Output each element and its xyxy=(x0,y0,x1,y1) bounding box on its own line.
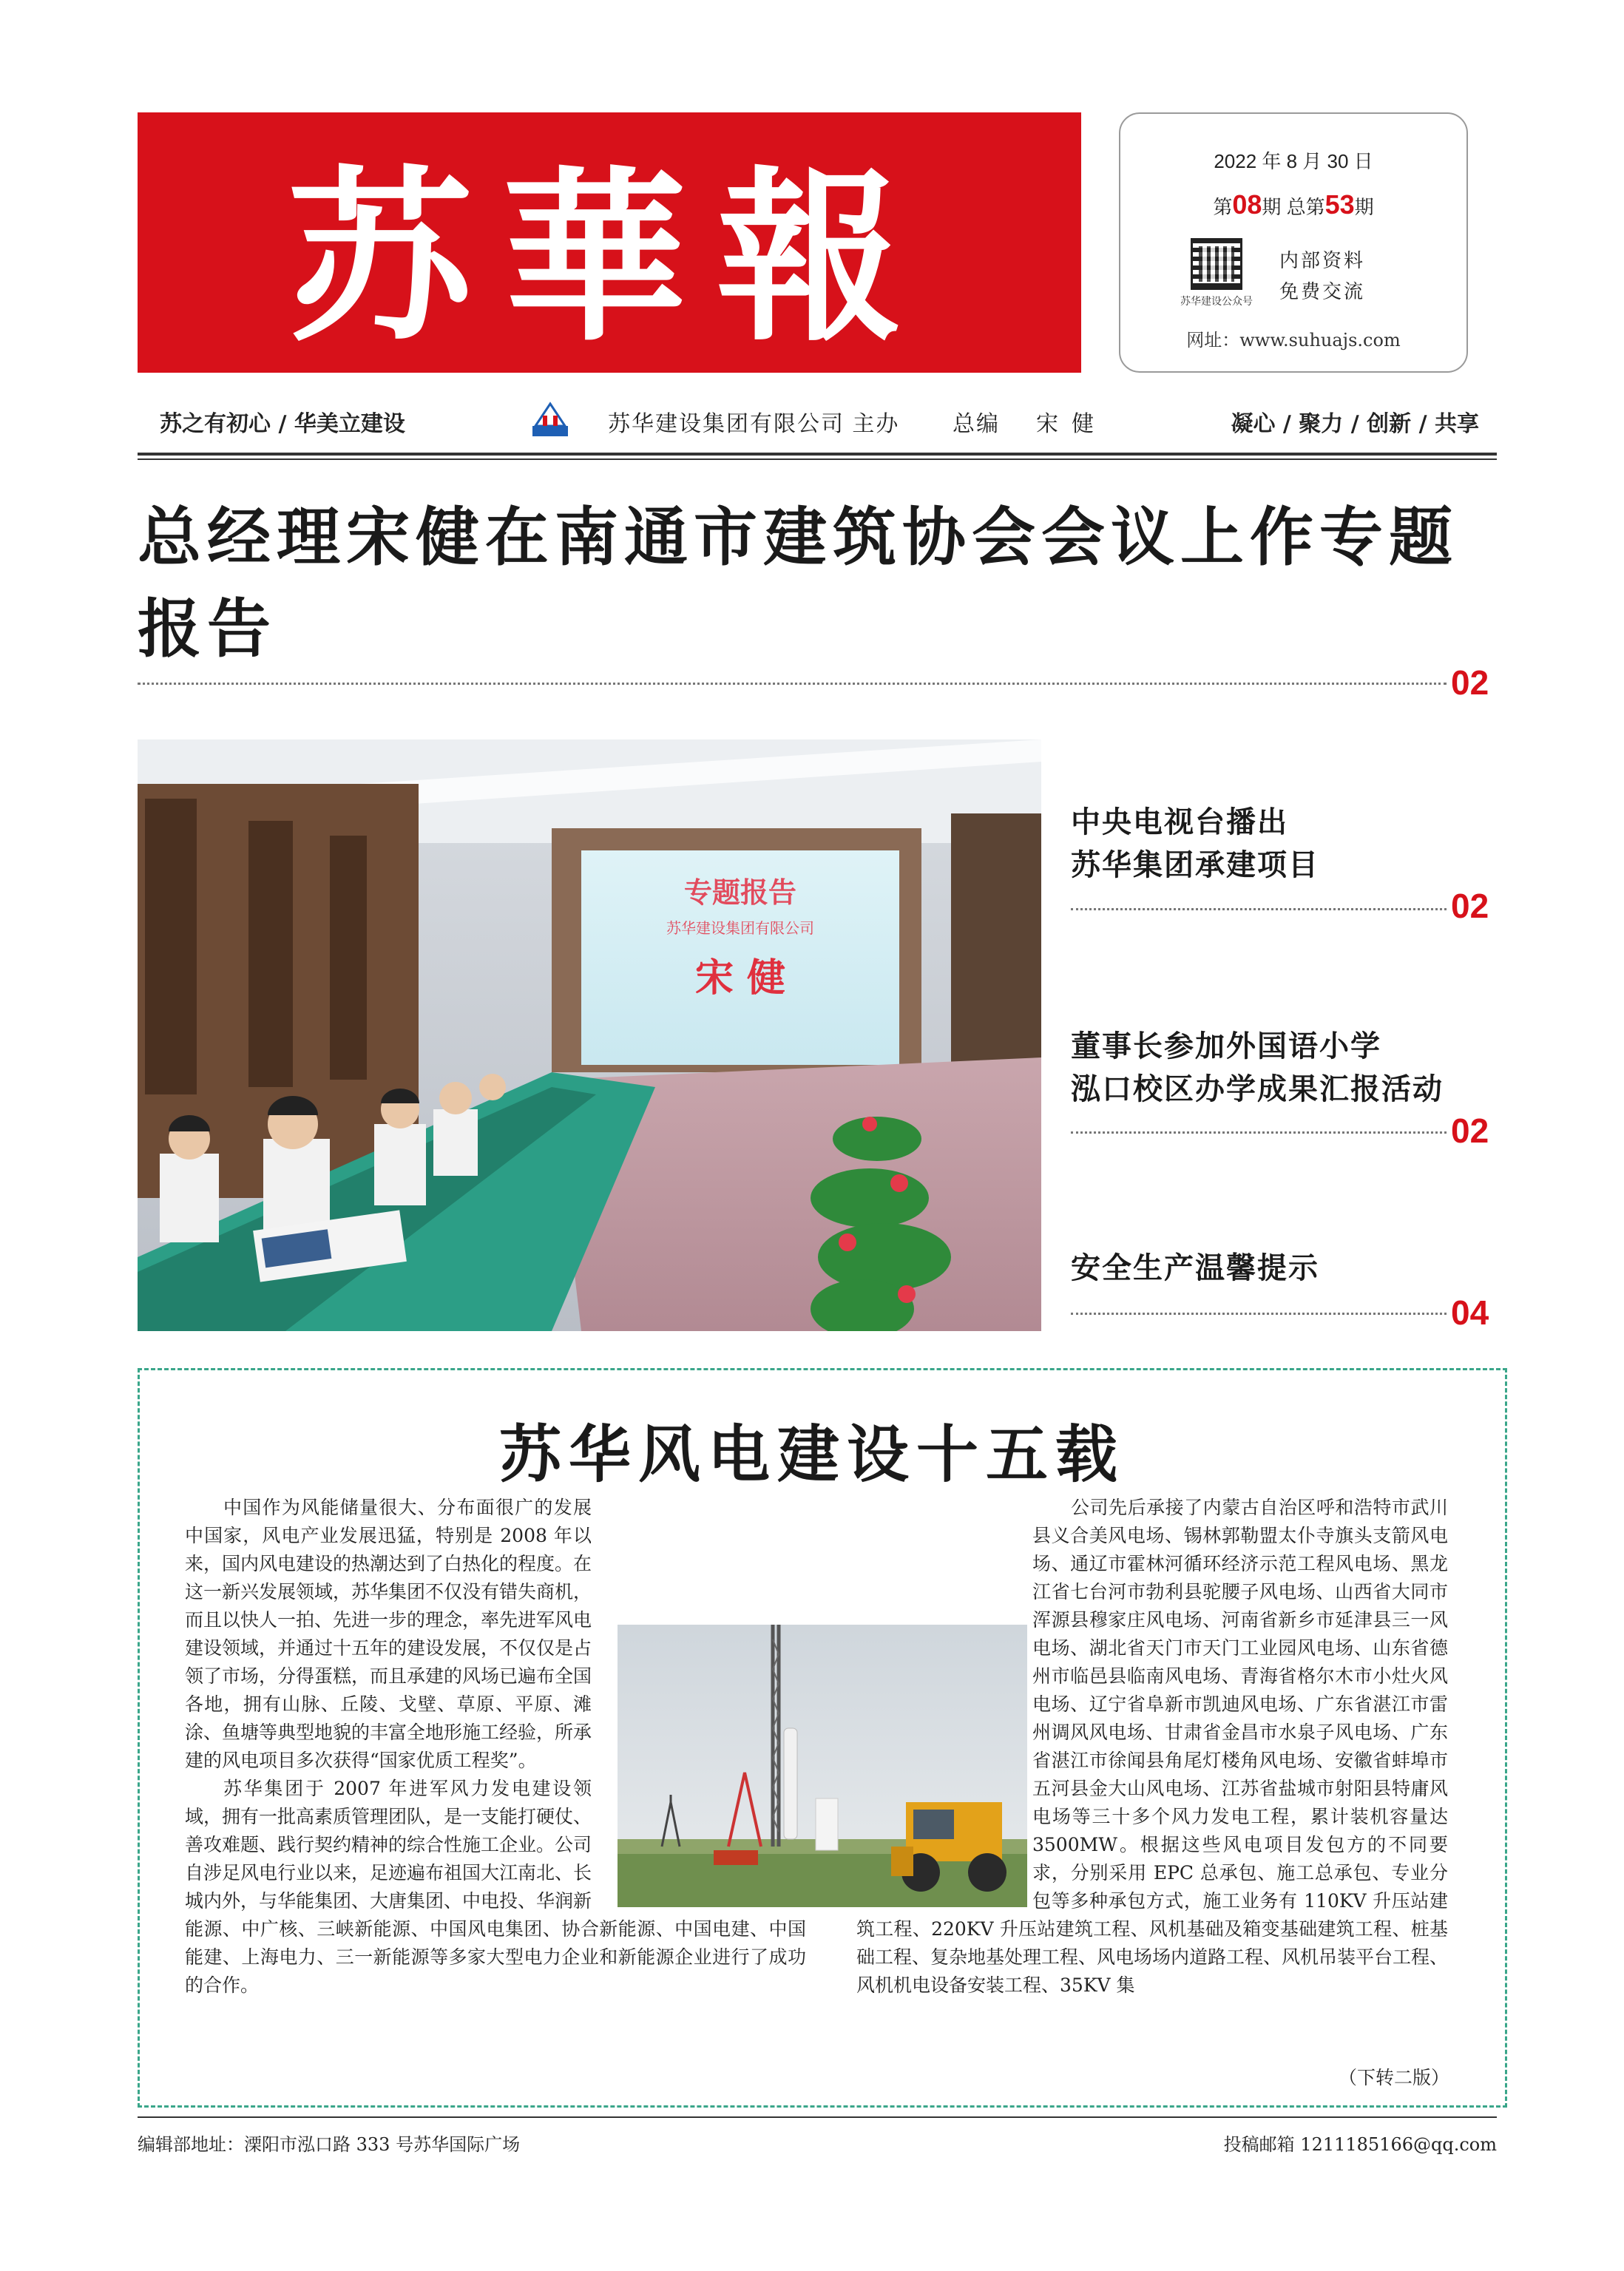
editor-label: 总编 xyxy=(953,412,1000,436)
issue-date: 2022 年 8 月 30 日 xyxy=(1214,150,1373,172)
issue-number xyxy=(1120,189,1466,220)
total-issue-no: 53 xyxy=(1324,189,1355,220)
editor-name: 宋健 xyxy=(1036,412,1107,436)
meeting-photo xyxy=(138,739,1041,1331)
header-divider-thin xyxy=(138,458,1497,460)
slogan-left: 苏之有初心 / 华美立建设 xyxy=(160,411,405,437)
qr-caption: 苏华建设公众号 xyxy=(1180,295,1253,307)
headline-dotted-rule xyxy=(138,683,1447,685)
company-logo-icon xyxy=(530,399,571,441)
lead-headline[interactable]: 总经理宋健在南通市建筑协会会议上作专题报告 xyxy=(138,500,1458,666)
screen-company: 苏华建设集团有限公司 xyxy=(666,919,814,937)
internal-note: 内部资料 xyxy=(1279,249,1366,271)
publisher: 苏华建设集团有限公司 主办 xyxy=(608,412,900,436)
slogan-bar xyxy=(138,399,1479,441)
meeting-photo-illustration xyxy=(138,739,1041,1331)
side-article-1-page: 02 xyxy=(1451,887,1489,925)
screen-title: 专题报告 xyxy=(683,876,797,909)
issue-mid: 期 总第 xyxy=(1262,196,1325,218)
side-article-1-line1: 中央电视台播出 xyxy=(1071,805,1288,839)
masthead-banner xyxy=(138,112,1081,373)
side-article-3-line1: 安全生产温馨提示 xyxy=(1071,1250,1319,1285)
submission-email[interactable]: 投稿邮箱 1211185166@qq.com xyxy=(1223,2134,1497,2155)
feature-left-para2: 苏华集团于 2007 年进军风力发电建设领域，拥有一批高素质管理团队，是一支能打硬仗、善攻难题、践行契约精神的综合性施工企业。公司自涉足风电行业以来，足迹遍布祖国大江南北、长城内外，与华能集团、大唐集团、中电投、华润新能源、中广核、三峡新能源、中国风电集团、协合新能源、中国电建、中国能建、上海电力、三一新能源等多家大型电力企业和新能源企业进行了成功的合作。 xyxy=(185,1778,806,1996)
issue-prefix: 第 xyxy=(1213,196,1233,218)
feature-right-column xyxy=(856,1494,1448,2000)
feature-left-para1: 中国作为风能储量很大、分布面很广的发展中国家，风电产业发展迅猛，特别是 2008 年以来，国内风电建设的热潮达到了白热化的程度。在这一新兴发展领域，苏华集团不仅没有错失商机，而且以快人一拍、先进一步的理念，率先进军风电建设领域，并通过十五年的建设发展，不仅仅是占领了市场，分得蛋糕，而且承建的风场已遍布全国各地，拥有山脉、丘陵、戈壁、草原、平原、滩涂、鱼塘等典型地貌的丰富全地形施工经验，所承建的风电项目多次获得“国家优质工程奖”。 xyxy=(185,1497,592,1771)
feature-right-para1: 公司先后承接了内蒙古自治区呼和浩特市武川县义合美风电场、锡林郭勒盟太仆寺旗头支箭风电场、通辽市霍林河循环经济示范工程风电场、黑龙江省七台河市勃利县驼腰子风电场、山西省大同市浑源县穆家庄风电场、河南省新乡市延津县三一风电场、湖北省天门市天门工业园风电场、山东省德州市临邑县临南风电场、青海省格尔木市小灶火风电场、辽宁省阜新市凯迪风电场、广东省湛江市雷州调风风电场、甘肃省金昌市水泉子风电场、广东省湛江市徐闻县角尾灯楼角风电场、安徽省蚌埠市五河县金大山风电场、江苏省盐城市射阳县特庸风电场等三十多个风力发电工程，累计装机容量达 3500MW。根据这些风电项目发包方的不同要求，分别采用 EPC 总承包、施工总承包、专业分包等多种承包方式，施工业务有 110KV 升压站建筑工程、220KV 升压站建筑工程、风机基础及箱变基础建筑工程、桩基础工程、复杂地基处理工程、风电场场内道路工程、风机吊装平台工程、风机机电设备安装工程、35KV 集 xyxy=(856,1497,1449,1996)
continued-note[interactable]: （下转二版） xyxy=(1339,2067,1450,2088)
side-article-1-line2: 苏华集团承建项目 xyxy=(1071,847,1319,882)
issue-no: 08 xyxy=(1232,189,1262,220)
header-divider xyxy=(138,453,1497,456)
side-article-1[interactable] xyxy=(1071,801,1319,887)
editorial-address: 编辑部地址：溧阳市泓口路 333 号苏华国际广场 xyxy=(138,2134,521,2155)
slogan-right: 凝心 / 聚力 / 创新 / 共享 xyxy=(1231,411,1479,437)
side-rule-3 xyxy=(1071,1313,1447,1315)
qr-code-icon xyxy=(1191,238,1242,290)
feature-title: 苏华风电建设十五载 xyxy=(498,1418,1125,1491)
side-article-2-line1: 董事长参加外国语小学 xyxy=(1071,1029,1381,1063)
screen-speaker: 宋 健 xyxy=(694,956,786,1001)
issue-info-box xyxy=(1119,112,1468,373)
free-exchange-note: 免费交流 xyxy=(1279,280,1366,302)
issue-suffix: 期 xyxy=(1354,196,1374,218)
side-article-2[interactable] xyxy=(1071,1025,1444,1111)
side-article-3[interactable] xyxy=(1071,1247,1319,1290)
footer-divider xyxy=(138,2116,1497,2118)
side-rule-1 xyxy=(1071,908,1447,910)
side-article-3-page: 04 xyxy=(1451,1293,1489,1332)
side-article-2-page: 02 xyxy=(1451,1111,1489,1150)
website[interactable]: 网址：www.suhuajs.com xyxy=(1186,330,1401,351)
headline-page-number: 02 xyxy=(1451,663,1489,702)
side-rule-2 xyxy=(1071,1131,1447,1134)
side-article-2-line2: 泓口校区办学成果汇报活动 xyxy=(1071,1072,1444,1106)
newspaper-title: 苏華報 xyxy=(288,149,931,366)
